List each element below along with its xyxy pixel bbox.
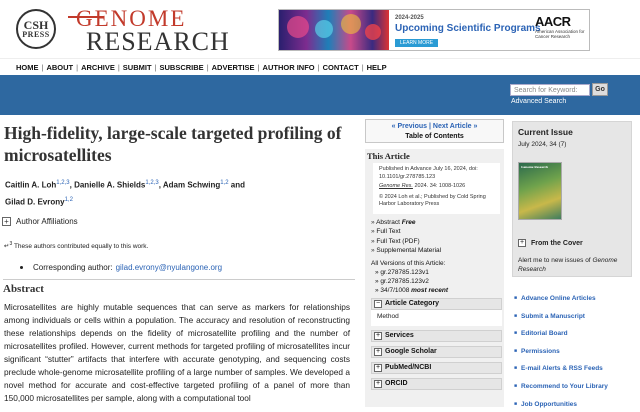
bullet-icon: ■: [514, 365, 518, 372]
ad-title: Upcoming Scientific Programs: [395, 23, 541, 34]
csh-press-logo[interactable]: [16, 9, 56, 49]
nav-item-advertise[interactable]: ADVERTISE: [211, 63, 255, 72]
article-category-header[interactable]: [371, 298, 502, 310]
journal-link-editorial-board[interactable]: [514, 328, 638, 346]
ad-artwork: [279, 10, 389, 50]
nav-separator: |: [361, 63, 364, 72]
nav-item-help[interactable]: HELP: [366, 63, 387, 72]
author-list: Caitlin A. Loh$^{1,2,3}$, Danielle A. Shields$^{1,2,3}$, Adam Schwing$^{1,2}$ and Gilad D. Evrony$^{1,2}$: [5, 180, 246, 207]
ad-learn-more-button[interactable]: LEARN MORE: [395, 39, 438, 47]
bullet-icon: ■: [514, 382, 518, 389]
alert-journal[interactable]: Genome Research: [518, 257, 618, 273]
cover-title: Genome Research: [521, 165, 549, 169]
current-issue-box: [512, 121, 632, 277]
corresponding-author: [20, 263, 222, 272]
published-line: Published in Advance July 16, 2024, doi: 10.1101/gr.278785.123: [379, 166, 478, 180]
advanced-search-link[interactable]: Advanced Search: [511, 98, 567, 105]
citation-line: [379, 183, 494, 191]
this-article-heading: This Article: [367, 151, 410, 161]
bullet-icon: ■: [514, 330, 518, 337]
version-label[interactable]: 34/7/1008: [380, 286, 410, 294]
author-conjunction: and: [230, 180, 246, 190]
section-orcid[interactable]: [371, 378, 502, 390]
journal-link-label: Editorial Board: [521, 330, 568, 338]
journal-link-advance-online-articles[interactable]: [514, 293, 638, 311]
free-badge: Free: [401, 218, 416, 226]
table-of-contents-link[interactable]: Table of Contents: [405, 133, 464, 140]
journal-link-permissions[interactable]: [514, 346, 638, 364]
return-arrow-icon: ↵: [4, 243, 10, 251]
nav-separator: |: [206, 63, 209, 72]
csh-logo-subtext: PRESS: [22, 30, 50, 39]
nav-separator: |: [41, 63, 44, 72]
versions-heading: All Versions of this Article:: [371, 259, 446, 267]
bullet-icon: ■: [514, 400, 518, 407]
journal-link-recommend-to-your-library[interactable]: [514, 381, 638, 399]
arrow-icon: »: [371, 237, 377, 245]
journal-link-label: Submit a Manuscript: [521, 312, 585, 320]
journal-link-label: E-mail Alerts & RSS Feeds: [521, 365, 603, 373]
next-article-link[interactable]: Next Article »: [432, 123, 478, 130]
nav-separator: |: [154, 63, 157, 72]
journal-link-job-opportunities[interactable]: [514, 399, 638, 412]
current-issue-heading: Current Issue: [518, 127, 573, 137]
nav-separator: |: [117, 63, 120, 72]
journal-link-submit-a-manuscript[interactable]: [514, 311, 638, 329]
section-pubmed-ncbi[interactable]: [371, 362, 502, 374]
journal-link-label: Job Opportunities: [521, 400, 578, 408]
format-link-label[interactable]: Abstract: [376, 218, 400, 226]
article-title: High-fidelity, large-scale targeted profiling of microsatellites: [4, 123, 342, 165]
nav-separator: |: [76, 63, 79, 72]
abstract-heading: Abstract: [3, 279, 355, 295]
author-affil-sup[interactable]: 1,2: [220, 180, 229, 186]
version-item[interactable]: [371, 277, 498, 286]
author-affiliations-toggle[interactable]: [2, 217, 78, 226]
arrow-icon: »: [371, 228, 377, 235]
section-label: Services: [385, 332, 414, 339]
expand-plus-icon: +: [375, 331, 381, 339]
journal-link-e-mail-alerts-rss-feeds[interactable]: [514, 363, 638, 381]
nav-item-home[interactable]: HOME: [16, 63, 39, 72]
note-sup: 3: [9, 241, 13, 247]
aacr-full-name: American Association for Cancer Research: [535, 29, 585, 40]
aacr-logo-text: AACR: [535, 14, 571, 29]
bullet-icon: [20, 266, 23, 269]
format-link-label[interactable]: Full Text: [376, 228, 401, 235]
genome-research-logo[interactable]: [68, 6, 238, 54]
section-label: ORCID: [385, 380, 408, 387]
equal-contribution-text: These authors contributed equally to this work.: [13, 243, 149, 251]
expand-plus-icon: +: [519, 239, 525, 246]
collapsible-sections: [365, 330, 504, 390]
version-label[interactable]: gr.278785.123v1: [380, 268, 429, 276]
most-recent-badge: most recent: [411, 286, 449, 294]
bullet-icon: ■: [514, 312, 518, 319]
abstract-text: Microsatellites are highly mutable sequences that can serve as markers for relationships among individuals or cells within a population. The accuracy and resolution of reconstructing these relationships depends on the fidelity of microsatellite profiling and the number of microsatellites profiled. However, current methods for targeted profiling of microsatellites incur significant “stutter” artifacts that interfere with accurate genotyping, and sequencing costs preclude whole-genome microsatellite profiling of a large number of samples. We developed a novel method for accurate and cost-effective targeted profiling of a panel of more than 150,000 microsatellites per sample, along with a computational tool: [4, 302, 350, 403]
nav-item-author-info[interactable]: AUTHOR INFO: [262, 63, 315, 72]
article-main: [0, 115, 358, 412]
arrow-icon: »: [371, 218, 377, 226]
collapse-minus-icon: −: [375, 299, 381, 307]
article-tools-column: [363, 115, 505, 412]
ad-years: 2024-2025: [395, 15, 424, 21]
section-google-scholar[interactable]: [371, 346, 502, 358]
expand-plus-icon: +: [375, 347, 381, 355]
nav-separator: |: [317, 63, 320, 72]
article-format-link[interactable]: [371, 246, 498, 256]
format-link-label[interactable]: Full Text (PDF): [376, 237, 420, 245]
current-issue-date[interactable]: July 2024, 34 (7): [518, 141, 567, 148]
bullet-icon: ■: [514, 347, 518, 354]
expand-plus-icon: +: [375, 363, 381, 371]
version-item[interactable]: [371, 268, 498, 277]
aacr-logo: [535, 14, 589, 40]
from-the-cover-toggle[interactable]: [518, 239, 583, 247]
corresponding-label: Corresponding author:: [33, 263, 113, 272]
nav-item-submit[interactable]: SUBMIT: [122, 63, 152, 72]
arrow-icon: »: [375, 277, 381, 285]
journal-link-label: Permissions: [521, 347, 560, 355]
section-services[interactable]: [371, 330, 502, 342]
citation-rest: 2024. 34: 1008-1026: [414, 183, 466, 189]
prev-next-separator: |: [428, 123, 431, 130]
author-link[interactable]: Adam Schwing: [162, 180, 221, 190]
journal-link-label: Recommend to Your Library: [521, 382, 608, 390]
author-affil-sup[interactable]: 1,2,3: [145, 180, 159, 186]
article-format-link[interactable]: [371, 237, 498, 247]
alert-text[interactable]: Alert me to new issues of: [518, 257, 591, 264]
nav-item-contact[interactable]: CONTACT: [322, 63, 359, 72]
arrow-icon: »: [371, 247, 377, 254]
nav-separator: |: [257, 63, 260, 72]
nav-item-archive[interactable]: ARCHIVE: [81, 63, 115, 72]
version-item[interactable]: [371, 286, 498, 295]
nav-list: [0, 59, 640, 76]
author-link[interactable]: Caitlin A. Loh: [5, 180, 57, 190]
author-affil-sup[interactable]: 1,2,3: [56, 180, 70, 186]
copyright-line: © 2024 Loh et al.; Published by Cold Spring Harbor Laboratory Press: [379, 193, 486, 207]
article-category-value: Method: [371, 310, 502, 326]
article-citation-info: [373, 163, 500, 214]
search-go-button[interactable]: Go: [592, 83, 608, 96]
nav-item-about[interactable]: ABOUT: [46, 63, 74, 72]
journal-sidebar: [510, 115, 640, 412]
format-link-label[interactable]: Supplemental Material: [376, 247, 442, 254]
this-article-box: [365, 149, 504, 407]
article-format-links: [365, 214, 504, 256]
journal-link-label: Advance Online Articles: [521, 295, 596, 302]
logo-word-research: RESEARCH: [86, 27, 230, 56]
versions-list: [371, 268, 498, 295]
from-the-cover-label: From the Cover: [531, 239, 583, 247]
csh-logo-text: CSH: [23, 18, 49, 32]
arrow-icon: »: [375, 286, 381, 294]
arrow-icon: »: [375, 268, 381, 276]
author-affil-sup[interactable]: 1,2: [64, 196, 73, 203]
aacr-advertisement[interactable]: [278, 9, 590, 51]
all-versions: [371, 259, 498, 295]
expand-plus-icon: +: [2, 217, 11, 226]
top-nav: [0, 58, 640, 75]
author-link[interactable]: Gilad D. Evrony: [5, 197, 65, 207]
nav-item-subscribe[interactable]: SUBSCRIBE: [159, 63, 204, 72]
author-affiliations-label: Author Affiliations: [16, 217, 78, 226]
equal-contribution-note: [4, 241, 148, 250]
journal-links: [514, 293, 638, 412]
journal-cover-image[interactable]: [518, 162, 562, 220]
citation-journal: Genome Res.: [379, 183, 413, 189]
logo-word-genome: GENOME: [76, 6, 187, 31]
section-label: PubMed/NCBI: [385, 364, 432, 371]
bullet-icon: ■: [514, 295, 518, 301]
previous-article-link[interactable]: « Previous: [391, 123, 428, 130]
article-category-label: Article Category: [385, 300, 440, 307]
corresponding-email-link[interactable]: gilad.evrony@nyulangone.org: [115, 263, 223, 272]
site-header: [0, 0, 640, 58]
version-label[interactable]: gr.278785.123v2: [380, 277, 429, 285]
expand-plus-icon: +: [375, 379, 381, 387]
article-format-link[interactable]: [371, 227, 498, 237]
section-label: Google Scholar: [385, 348, 437, 355]
new-issue-alert: [518, 256, 632, 274]
prev-next-box: [365, 119, 504, 143]
author-link[interactable]: Danielle A. Shields: [74, 180, 146, 190]
keyword-search-input[interactable]: Search for Keyword:: [510, 84, 590, 96]
article-format-link[interactable]: [371, 218, 498, 228]
